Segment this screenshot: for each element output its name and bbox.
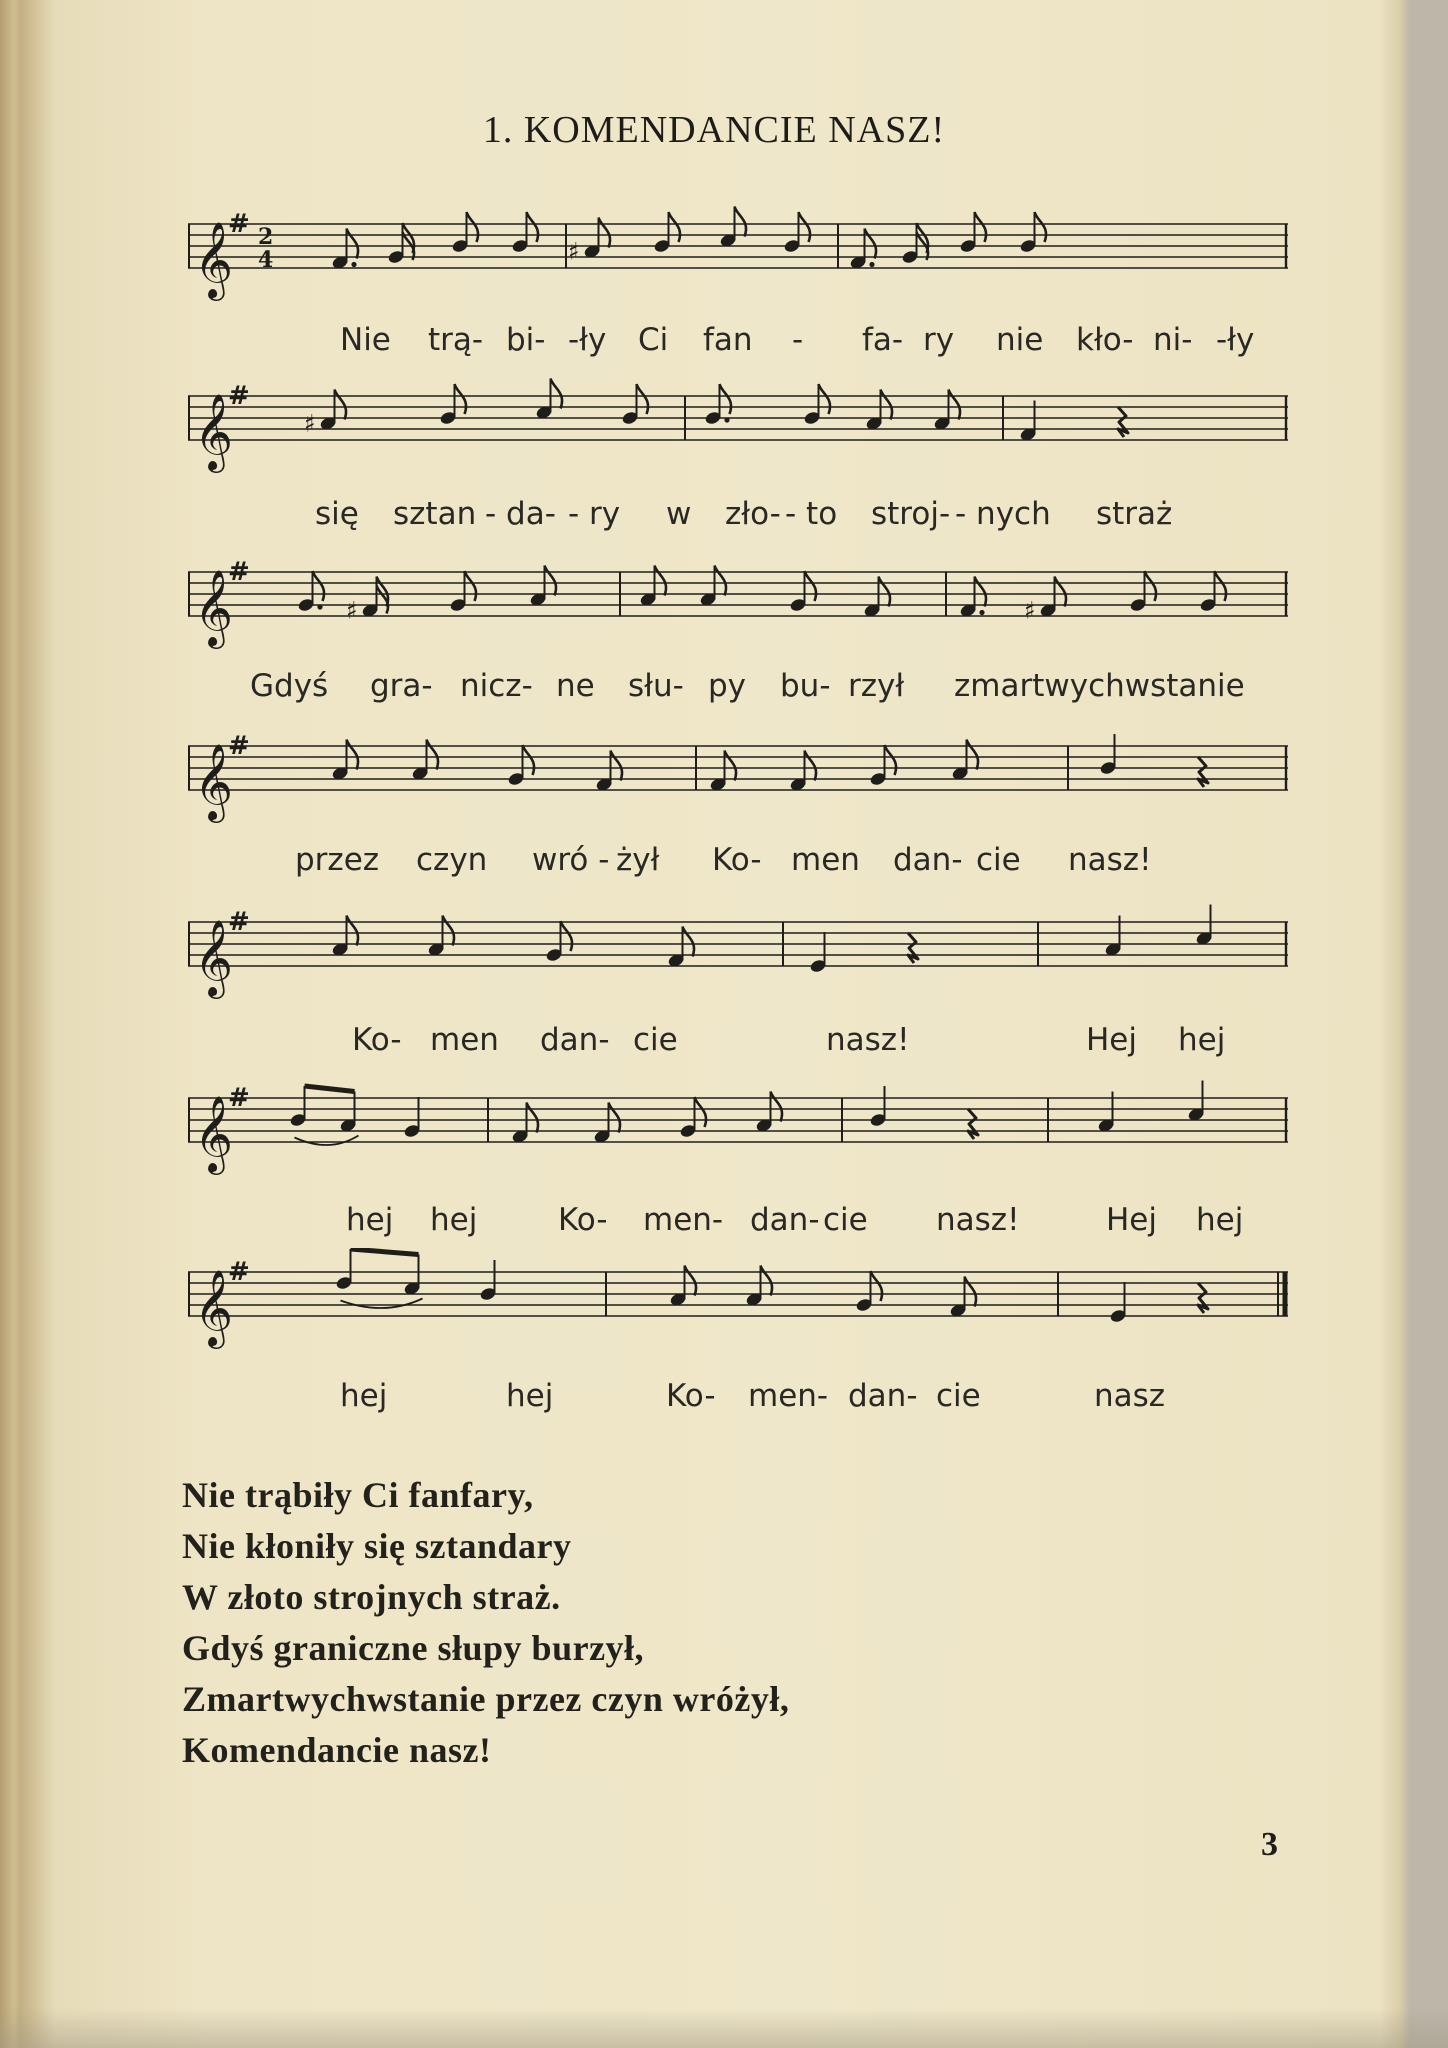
note: [653, 212, 680, 254]
lyric-syllable: straż: [1096, 496, 1173, 532]
lyric-syllable: fa-: [862, 322, 904, 358]
lyric-syllable: men: [791, 842, 860, 878]
song-title: 1. KOMENDANCIE NASZ!: [482, 109, 946, 151]
treble-clef-icon: 𝄞: [194, 1269, 234, 1346]
note: [439, 384, 466, 426]
lyric-syllable: - ry: [568, 496, 621, 532]
music-staff-2: [188, 372, 1288, 502]
lyric-syllable: Gdyś: [250, 668, 329, 704]
key-signature-sharp: #: [228, 557, 250, 587]
svg-text:♯: ♯: [568, 237, 580, 266]
note: [297, 571, 324, 613]
lyric-syllable: -: [792, 322, 804, 358]
lyric-syllable: zło-: [725, 496, 781, 532]
note: [451, 212, 478, 254]
staff-svg: [188, 548, 1288, 678]
lyric-syllable: dan-: [848, 1378, 918, 1414]
verse-line: W złoto strojnych straż.: [182, 1577, 561, 1617]
note: [1109, 1282, 1127, 1324]
lyric-syllable: py: [708, 668, 747, 704]
note: [704, 384, 731, 426]
note: [869, 745, 896, 787]
lyric-syllable: słu-: [628, 668, 684, 704]
treble-clef-icon: 𝄞: [194, 919, 234, 996]
page-number: 3: [1261, 1826, 1278, 1863]
lyrics-line-2: [188, 496, 1288, 540]
lyrics-line-6: [188, 1202, 1288, 1246]
note: [289, 1086, 307, 1128]
lyric-syllable: sztan: [393, 496, 477, 532]
lyric-syllable: rzył: [848, 668, 905, 704]
lyric-syllable: Hej: [1086, 1022, 1137, 1058]
lyric-syllable: dan-: [540, 1022, 610, 1058]
lyric-syllable: hej: [430, 1202, 478, 1238]
lyric-syllable: w: [666, 496, 692, 532]
lyric-syllable: ni-: [1153, 322, 1193, 358]
staff-svg: [188, 1074, 1288, 1204]
note: [403, 1255, 421, 1297]
note: [507, 745, 534, 787]
staff-svg: [188, 200, 1288, 330]
lyric-syllable: nie: [996, 322, 1044, 358]
music-staff-5: [188, 898, 1288, 1028]
lyrics-line-7: [188, 1378, 1288, 1422]
note: [1019, 212, 1046, 254]
note: [855, 1271, 882, 1313]
note: [719, 207, 746, 249]
quarter-rest: [1198, 757, 1208, 787]
note: [449, 571, 476, 613]
verse-line: Zmartwychwstanie przez czyn wróżył,: [182, 1679, 790, 1719]
lyric-syllable: hej: [506, 1378, 554, 1414]
music-staff-4: [188, 722, 1288, 852]
note: [403, 1097, 421, 1139]
note: [387, 223, 414, 265]
note: [1199, 571, 1226, 613]
note: [809, 932, 827, 974]
note: [545, 921, 572, 963]
staff-svg: [188, 898, 1288, 1028]
treble-clef-icon: 𝄞: [194, 221, 234, 298]
lyric-syllable: - da-: [485, 496, 556, 532]
lyric-syllable: hej: [346, 1202, 394, 1238]
lyric-syllable: kło-: [1076, 322, 1134, 358]
note: [1099, 734, 1117, 776]
note: [789, 571, 816, 613]
key-signature-sharp: #: [228, 731, 250, 761]
lyric-syllable: nicz-: [460, 668, 533, 704]
lyric-syllable: się: [315, 496, 359, 532]
treble-clef-icon: 𝄞: [194, 569, 234, 646]
verse-text: [182, 1470, 789, 1776]
lyrics-line-1: [188, 322, 1288, 366]
lyrics-line-5: [188, 1022, 1288, 1066]
note: [869, 1086, 887, 1128]
note: [959, 212, 986, 254]
lyrics-line-3: [188, 668, 1288, 712]
key-signature-sharp: #: [228, 1083, 250, 1113]
lyric-syllable: men-: [748, 1378, 829, 1414]
lyric-syllable: ry: [923, 322, 955, 358]
lyric-syllable: Ko-: [666, 1378, 716, 1414]
lyric-syllable: - nych: [955, 496, 1051, 532]
lyric-syllable: stroj-: [871, 496, 951, 532]
note: [535, 379, 562, 421]
lyric-syllable: bu-: [780, 668, 831, 704]
lyric-syllable: Ko-: [352, 1022, 402, 1058]
lyric-syllable: dan-: [893, 842, 963, 878]
lyric-syllable: czyn: [416, 842, 488, 878]
key-signature-sharp: #: [228, 907, 250, 937]
svg-text:♯: ♯: [1024, 596, 1036, 625]
lyric-syllable: gra-: [370, 668, 433, 704]
lyric-syllable: - to: [785, 496, 838, 532]
quarter-rest: [1198, 1283, 1208, 1313]
lyric-syllable: bi-: [506, 322, 546, 358]
note: [479, 1260, 497, 1302]
lyric-syllable: fan: [703, 322, 753, 358]
note: [783, 212, 810, 254]
lyric-syllable: nasz!: [826, 1022, 910, 1058]
treble-clef-icon: 𝄞: [194, 393, 234, 470]
treble-clef-icon: 𝄞: [194, 743, 234, 820]
note: [1195, 905, 1213, 947]
key-signature-sharp: #: [228, 381, 250, 411]
lyrics-line-4: [188, 842, 1288, 886]
quarter-rest: [1118, 407, 1128, 437]
lyric-syllable: cie: [976, 842, 1021, 878]
verse-line: Gdyś graniczne słupy burzył,: [182, 1628, 645, 1668]
lyric-syllable: men-: [643, 1202, 724, 1238]
lyric-syllable: -ły: [1216, 322, 1255, 358]
treble-clef-icon: 𝄞: [194, 1095, 234, 1172]
note: [901, 223, 928, 265]
note: [1129, 571, 1156, 613]
lyric-syllable: cie: [823, 1202, 868, 1238]
staff-svg: [188, 722, 1288, 852]
lyric-syllable: cie: [936, 1378, 981, 1414]
quarter-rest: [908, 933, 918, 963]
verse-line: Komendancie nasz!: [182, 1730, 492, 1770]
note: [679, 1097, 706, 1139]
lyric-syllable: hej: [1178, 1022, 1226, 1058]
lyric-syllable: nasz: [1094, 1378, 1166, 1414]
music-staff-3: [188, 548, 1288, 678]
note: [335, 1249, 353, 1291]
time-signature-top: 2: [258, 224, 274, 250]
note: [1187, 1081, 1205, 1123]
key-signature-sharp: #: [228, 1257, 250, 1287]
lyric-syllable: trą-: [428, 322, 484, 358]
lyric-syllable: nasz!: [1068, 842, 1152, 878]
lyric-syllable: cie: [633, 1022, 678, 1058]
lyric-syllable: Nie: [340, 322, 391, 358]
time-signature-bottom: 4: [258, 247, 274, 273]
note: [511, 212, 538, 254]
lyric-syllable: Ci: [638, 322, 669, 358]
lyric-syllable: ne: [556, 668, 595, 704]
note: [621, 384, 648, 426]
verse-line: Nie trąbiły Ci fanfary,: [182, 1475, 534, 1515]
music-staff-7: [188, 1248, 1288, 1378]
verse-line: Nie kłoniły się sztandary: [182, 1526, 572, 1566]
staff-svg: [188, 1248, 1288, 1378]
music-staff-6: [188, 1074, 1288, 1204]
lyric-syllable: przez: [295, 842, 380, 878]
lyric-syllable: zmartwychwstanie: [954, 668, 1245, 704]
music-staff-1: [188, 200, 1288, 330]
lyric-syllable: hej: [1196, 1202, 1244, 1238]
key-signature-sharp: #: [228, 209, 250, 239]
lyric-syllable: -ły: [568, 322, 607, 358]
lyric-syllable: hej: [340, 1378, 388, 1414]
lyric-syllable: dan-: [750, 1202, 820, 1238]
lyric-syllable: nasz!: [936, 1202, 1020, 1238]
note: [803, 384, 830, 426]
quarter-rest: [968, 1109, 978, 1139]
lyric-syllable: Ko-: [712, 842, 762, 878]
lyric-syllable: żył: [616, 842, 660, 878]
lyric-syllable: wró -: [532, 842, 610, 878]
svg-text:♯: ♯: [346, 596, 358, 625]
lyric-syllable: Ko-: [558, 1202, 608, 1238]
lyric-syllable: men: [430, 1022, 499, 1058]
svg-text:♯: ♯: [304, 409, 316, 438]
lyric-syllable: Hej: [1106, 1202, 1157, 1238]
staff-svg: [188, 372, 1288, 502]
